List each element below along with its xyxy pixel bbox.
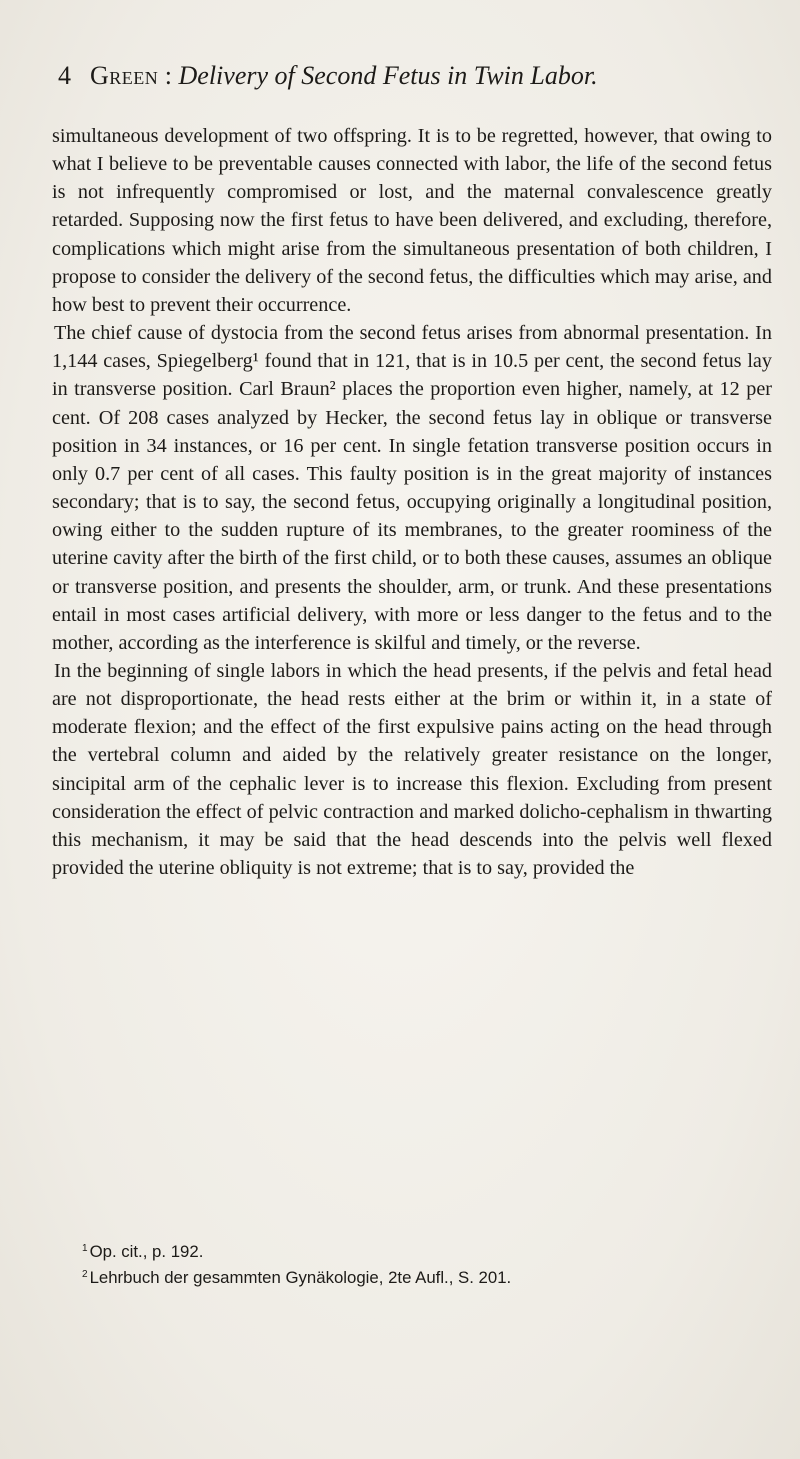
footnote-text: Lehrbuch der gesammten Gynäkologie, 2te Aufl., S. 201. xyxy=(89,1268,512,1287)
running-head-separator: : xyxy=(158,61,179,90)
body-text xyxy=(52,122,772,882)
footnote-mark: 1 xyxy=(82,1243,88,1254)
footnotes xyxy=(52,1237,772,1289)
running-head-title: Delivery of Second Fetus in Twin Labor. xyxy=(178,61,598,90)
running-head xyxy=(90,58,598,94)
footnote xyxy=(52,1237,772,1263)
footnote-text: Op. cit., p. 192. xyxy=(89,1242,204,1261)
paragraph-single-labors: In the beginning of single labors in which the head presents, if the pelvis and fetal head are not disproportionate, the head rests either at the brim or within it, in a state of moderate flexion; and the effect of the first expulsive pains acting on the head through the vertebral column and aided by the relatively greater resistance on the longer, sincipital arm of the cephalic lever is to increase this flexion. Excluding from present consideration the effect of pelvic contraction and marked dolicho-cephalism in thwarting this mechanism, it may be said that the head descends into the pelvis well flexed provided the uterine obliquity is not extreme; that is to say, provided the xyxy=(52,659,772,880)
paragraph-continued: simultaneous development of two offspring. It is to be regretted, however, that owing to what I believe to be preventable causes connected with labor, the life of the second fetus is not infrequently compromised or lost, and the maternal convalescence greatly retarded. Supposing now the first fetus to have been delivered, and excluding, therefore, complications which might arise from the simultaneous presentation of both children, I propose to consider the delivery of the second fetus, the difficulties which may arise, and how best to prevent their occurrence. xyxy=(52,125,772,316)
running-head-author: Green xyxy=(90,61,159,90)
page-number: 4 xyxy=(58,61,71,90)
footnote-mark: 2 xyxy=(82,1269,88,1280)
paragraph-dystocia: The chief cause of dystocia from the second fetus arises from abnormal presentation. In 1,144 cases, Spiegelberg¹ found that in 121, that is in 10.5 per cent, the second fetus lay in transverse position. Carl Braun² places the proportion even higher, namely, at 12 per cent. Of 208 cases analyzed by Hecker, the second fetus lay in oblique or transverse position in 34 instances, or 16 per cent. In single fetation transverse position occurs in only 0.7 per cent of all cases. This faulty position is in the great majority of instances secondary; that is to say, the second fetus, occupying originally a longitudinal position, owing either to the sudden rupture of its membranes, to the greater roominess of the uterine cavity after the birth of the first child, or to both these causes, assumes an oblique or transverse position, and presents the shoulder, arm, or trunk. And these presentations entail in most cases artificial delivery, with more or less danger to the fetus and to the mother, according as the interference is skilful and timely, or the reverse. xyxy=(52,322,772,654)
page-header xyxy=(58,58,768,98)
footnote xyxy=(52,1263,772,1289)
